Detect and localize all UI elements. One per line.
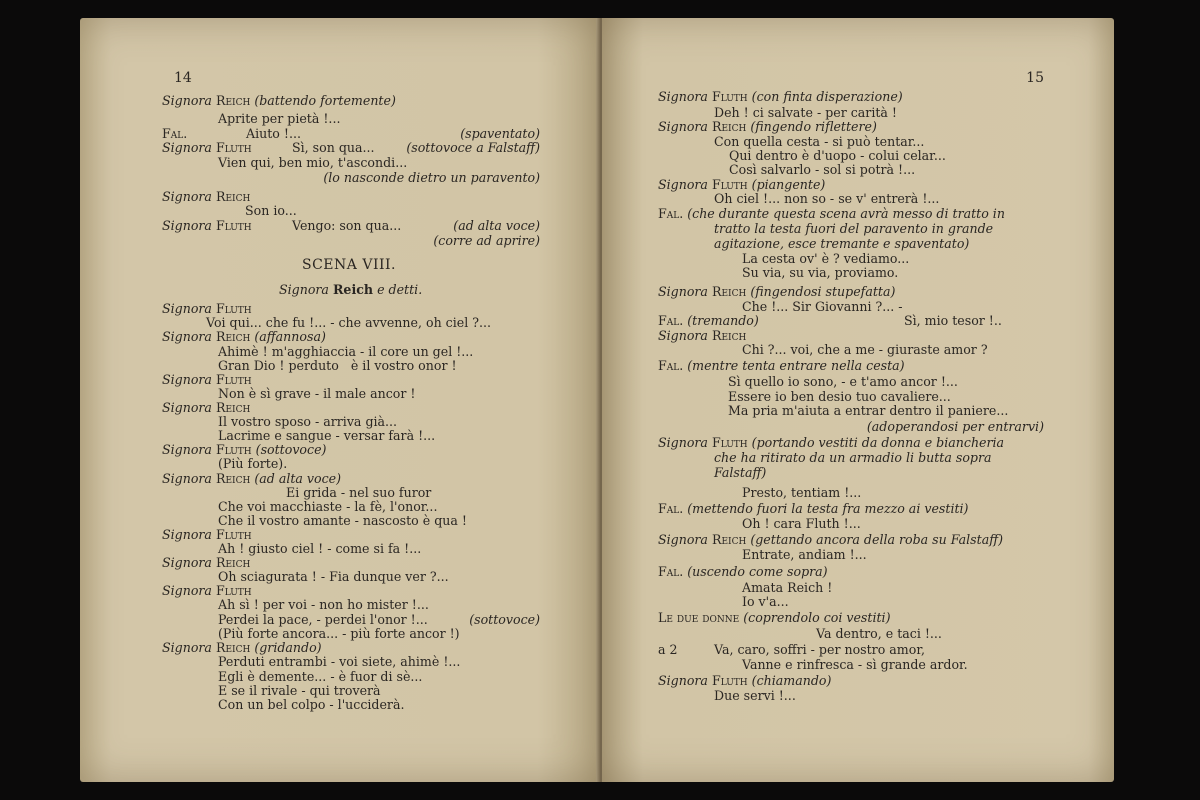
verse: Che !... Sir Giovanni ?... -	[742, 299, 903, 314]
verse: Ah sì ! per voi - non ho mister !...	[218, 597, 429, 612]
role-title: Signora	[162, 329, 212, 344]
text-line	[323, 171, 540, 186]
stage-direction: (adoperandosi per entrarvi)	[866, 419, 1044, 434]
role-title: Signora	[162, 583, 212, 598]
character-name: Fluth	[711, 177, 748, 192]
stage-direction: (con finta disperazione)	[751, 89, 903, 104]
stage-direction: (spaventato)	[460, 126, 540, 141]
verse: Deh ! ci salvate - per carità !	[714, 105, 897, 120]
verse: Con un bel colpo - l'ucciderà.	[218, 697, 405, 712]
stage-direction: (chiamando)	[751, 673, 832, 688]
text-line	[433, 234, 540, 249]
verse: Vien qui, ben mio, t'ascondi...	[218, 155, 408, 170]
stage-direction: (portando vestiti da donna e biancheria	[751, 435, 1005, 450]
character-name: Fluth	[215, 442, 252, 457]
role-title: Signora	[162, 640, 212, 655]
verse: Perduti entrambi - voi siete, ahimè !...	[218, 654, 461, 669]
stage-direction: (ad alta voce)	[254, 471, 342, 486]
verse: Aprite per pietà !...	[218, 111, 341, 126]
character-name: Reich	[215, 329, 251, 344]
verse: Vengo: son qua...	[292, 218, 402, 233]
verse: Entrate, andiam !...	[742, 547, 867, 562]
character-name: Reich	[215, 471, 251, 486]
text-line	[714, 689, 796, 704]
text-line	[742, 266, 898, 281]
text-line	[816, 627, 942, 642]
character-name: Reich	[711, 532, 747, 547]
verse: Che il vostro amante - nascosto è qua !	[218, 513, 467, 528]
text-line	[218, 112, 340, 127]
verse: Lacrime e sangue - versar farà !...	[218, 428, 436, 443]
text-line	[218, 598, 429, 613]
stage-direction: (affannosa)	[254, 329, 326, 344]
verse: Il vostro sposo - arriva già...	[218, 414, 398, 429]
text-line	[658, 565, 828, 580]
verse: Ma pria m'aiuta a entrar dentro il paniere...	[728, 403, 1009, 418]
character-name: Fal.	[658, 206, 684, 221]
verse: Aiuto !...	[246, 126, 301, 141]
right-page	[602, 18, 1114, 782]
verse: Ei grida - nel suo furor	[286, 485, 432, 500]
text-line	[658, 314, 1044, 329]
role-title: Signora	[658, 328, 708, 343]
verse: Oh ! cara Fluth !...	[742, 516, 861, 531]
text-line	[302, 258, 396, 273]
text-line	[218, 655, 460, 670]
verse: La cesta ov' è ? vediamo...	[742, 251, 910, 266]
character-name: Fal.	[658, 501, 684, 516]
text-line	[658, 90, 903, 105]
role-title: Signora	[658, 532, 708, 547]
text-line	[714, 451, 992, 466]
text-line	[728, 404, 1008, 419]
stage-direction: (battendo fortemente)	[254, 93, 396, 108]
character-name: Fluth	[215, 583, 252, 598]
stage-direction: (mettendo fuori la testa fra mezzo ai vestiti)	[687, 501, 969, 516]
verse: Che voi macchiaste - la fè, l'onor...	[218, 499, 438, 514]
verse: Voi qui... che fu !... - che avvenne, oh ciel ?...	[206, 315, 492, 330]
text-line	[218, 570, 449, 585]
text-line	[162, 190, 250, 205]
text-line	[729, 163, 915, 178]
character-name: Fluth	[215, 218, 252, 233]
character-name: Reich	[711, 119, 747, 134]
text-line	[714, 222, 993, 237]
text-line	[218, 156, 407, 171]
stage-direction: (ad alta voce)	[453, 218, 540, 233]
stage-direction: tratto la testa fuori del paravento in grande	[714, 221, 994, 236]
stage-direction: Falstaff)	[714, 465, 767, 480]
text-line	[658, 329, 746, 344]
page-number: 14	[174, 70, 192, 86]
character-name: Fluth	[711, 89, 748, 104]
left-page	[80, 18, 600, 782]
verse: Due servi !...	[714, 688, 796, 703]
text-line	[742, 658, 968, 673]
stage-direction: e detti.	[377, 282, 423, 297]
character-name: Le due donne	[658, 610, 740, 625]
stage-direction: (lo nasconde dietro un paravento)	[323, 170, 540, 185]
verse: Amata Reich !	[742, 580, 833, 595]
stage-direction: (sottovoce)	[255, 442, 327, 457]
verse: Ahimè ! m'agghiaccia - il core un gel !...	[218, 344, 474, 359]
text-line	[714, 192, 939, 207]
verse: Gran Dio ! perduto è il vostro onor !	[218, 358, 457, 373]
verse: Va, caro, soffri - per nostro amor,	[714, 642, 925, 657]
verse: Non è sì grave - il male ancor !	[218, 386, 416, 401]
character-name: Fluth	[711, 435, 748, 450]
text-line	[742, 548, 867, 563]
verse: Con quella cesta - si può tentar...	[714, 134, 925, 149]
verse: Egli è demente... - è fuor di sè...	[218, 669, 423, 684]
text-line	[742, 343, 988, 358]
stage-direction: (sottovoce)	[469, 612, 540, 627]
role-title: Signora	[162, 372, 212, 387]
role-title: Signora	[162, 400, 212, 415]
verse: Io v'a...	[742, 594, 789, 609]
verse: Perdei la pace, - perdei l'onor !...	[218, 612, 428, 627]
role-title: Signora	[162, 93, 212, 108]
stage-direction: (fingendosi stupefatta)	[750, 284, 896, 299]
text-line	[742, 517, 861, 532]
stage-direction: (sottovoce a Falstaff)	[406, 140, 540, 155]
text-line	[658, 285, 895, 300]
text-line	[658, 436, 1004, 451]
stage-direction: agitazione, esce tremante e spaventato)	[714, 236, 970, 251]
role-title: Signora	[162, 471, 212, 486]
verse: Chi ?... voi, che a me - giuraste amor ?	[742, 342, 988, 357]
page-number: 15	[1026, 70, 1044, 86]
stage-direction: (che durante questa scena avrà messo di tratto in	[687, 206, 1005, 221]
text-line	[658, 359, 905, 374]
verse: Son io...	[245, 203, 297, 218]
stage-direction: (mentre tenta entrare nella cesta)	[687, 358, 905, 373]
text-line	[714, 237, 969, 252]
verse: Qui dentro è d'uopo - colui celar...	[729, 148, 946, 163]
verse: Sì, son qua...	[292, 140, 375, 155]
verse: Va dentro, e taci !...	[816, 626, 942, 641]
stage-direction: (tremando)	[687, 313, 759, 328]
role-title: Signora	[658, 284, 708, 299]
verse: Vanne e rinfresca - sì grande ardor.	[742, 657, 968, 672]
text-line	[742, 300, 903, 315]
text-line	[658, 207, 1005, 222]
role-title: Signora	[162, 527, 212, 542]
verse: Presto, tentiam !...	[742, 485, 862, 500]
character-name: Fal.	[162, 126, 188, 141]
text-line	[714, 466, 766, 481]
stage-direction: (gridando)	[254, 640, 322, 655]
text-line	[728, 375, 958, 390]
text-line	[245, 204, 297, 219]
role-title: Signora	[658, 673, 708, 688]
character-name: Reich	[215, 189, 251, 204]
verse: Essere io ben desio tuo cavaliere...	[728, 389, 951, 404]
text-line	[658, 611, 891, 626]
stage-direction: (fingendo riflettere)	[750, 119, 877, 134]
verse: E se il rivale - qui troverà	[218, 683, 381, 698]
text-line	[218, 359, 457, 374]
verse: (Più forte ancora... - più forte ancor !)	[218, 626, 460, 641]
stage-direction: (piangente)	[751, 177, 826, 192]
role-title: Signora	[658, 177, 708, 192]
character-name: Fal.	[658, 313, 684, 328]
character-name: Fal.	[658, 358, 684, 373]
verse: (Più forte).	[218, 456, 288, 471]
open-book	[78, 14, 1122, 786]
role-title: Signora	[162, 301, 212, 316]
text-line	[162, 141, 540, 156]
text-line	[162, 94, 396, 109]
text-line	[658, 533, 1003, 548]
role-title: Signora	[658, 119, 708, 134]
character-name: Fluth	[215, 301, 252, 316]
stage-direction: che ha ritirato da un armadio li butta sopra	[714, 450, 992, 465]
character-name: Reich	[215, 555, 251, 570]
role-title: Signora	[162, 189, 212, 204]
role-title: Signora	[658, 435, 708, 450]
verse: Così salvarlo - sol si potrà !...	[729, 162, 916, 177]
stage-direction: (coprendolo coi vestiti)	[743, 610, 891, 625]
text-line	[658, 502, 968, 517]
role-title: Signora	[162, 442, 212, 457]
role-title: Signora	[279, 282, 329, 297]
character-name: Fluth	[711, 673, 748, 688]
ensemble-marker: a 2	[658, 642, 678, 657]
verse: Sì quello io sono, - e t'amo ancor !...	[728, 374, 958, 389]
text-line	[162, 219, 540, 234]
character-name: Reich	[215, 400, 251, 415]
character-name: Reich	[711, 328, 747, 343]
verse: Ah ! giusto ciel ! - come si fa !...	[218, 541, 422, 556]
verse: Sì, mio tesor !..	[904, 313, 1002, 328]
character-name: Fluth	[215, 140, 252, 155]
character-name: Fal.	[658, 564, 684, 579]
text-line	[162, 330, 326, 345]
stage-direction: (corre ad aprire)	[433, 233, 540, 248]
text-line	[218, 514, 467, 529]
stage-direction: (gettando ancora della roba su Falstaff)	[750, 532, 1004, 547]
text-line	[218, 457, 287, 472]
verse: Oh sciagurata ! - Fia dunque ver ?...	[218, 569, 449, 584]
stage-direction: (uscendo come sopra)	[687, 564, 828, 579]
role-title: Signora	[162, 555, 212, 570]
role-title: Signora	[162, 140, 212, 155]
verse: Su via, su via, proviamo.	[742, 265, 899, 280]
character-name: Reich	[215, 640, 251, 655]
character-name: Fluth	[215, 527, 252, 542]
role-title: Signora	[658, 89, 708, 104]
character-name: Reich	[711, 284, 747, 299]
verse: Oh ciel !... non so - se v' entrerà !...	[714, 191, 940, 206]
scene-heading: SCENA VIII.	[302, 257, 396, 273]
character-name: Reich	[332, 282, 374, 297]
text-line	[658, 674, 831, 689]
text-line	[742, 595, 789, 610]
character-name: Fluth	[215, 372, 252, 387]
text-line	[658, 120, 877, 135]
text-line	[867, 420, 1044, 435]
text-line	[279, 283, 422, 298]
text-line	[658, 642, 925, 658]
role-title: Signora	[162, 218, 212, 233]
text-line	[742, 486, 861, 501]
text-line	[218, 698, 404, 713]
character-name: Reich	[215, 93, 251, 108]
